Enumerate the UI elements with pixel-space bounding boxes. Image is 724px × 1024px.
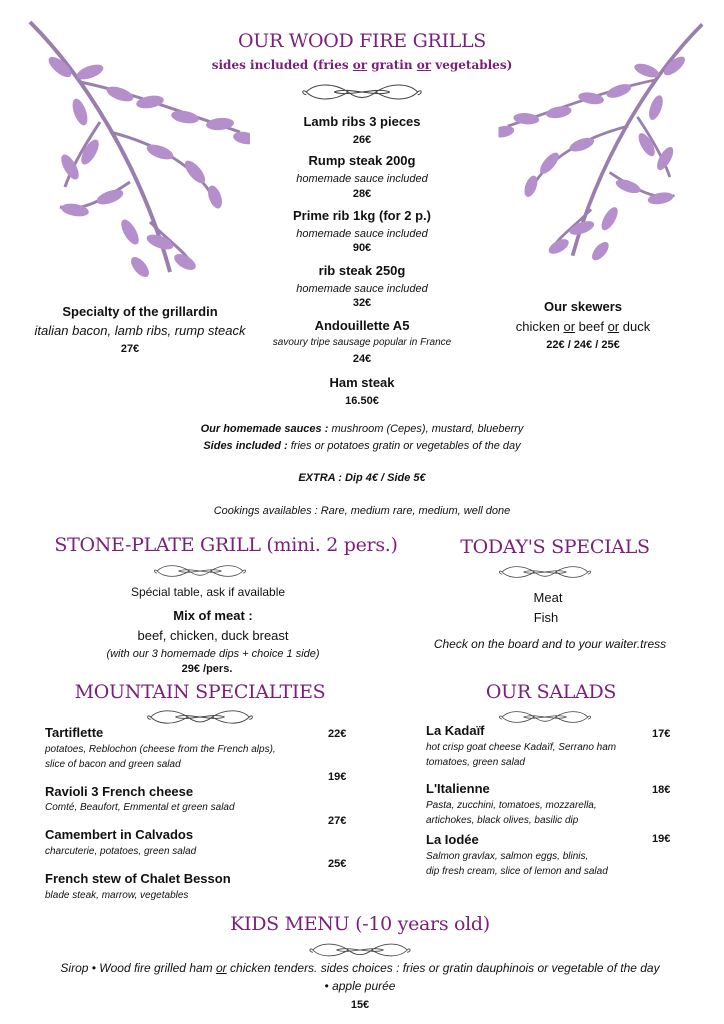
extra-line: EXTRA : Dip 4€ / Side 5€	[298, 472, 426, 484]
salad-item-desc: hot crisp goat cheese Kadaïf, Serrano ham	[426, 742, 617, 753]
stone-note: Spécial table, ask if available	[130, 585, 286, 599]
mountain-item-desc: charcuterie, potatoes, green salad	[45, 846, 197, 857]
cookings-line: Cookings availables : Rare, medium rare, medium, well done	[213, 505, 511, 517]
specialty-price: 27€	[120, 343, 140, 355]
mountain-item-name: Ravioli 3 French cheese	[45, 784, 194, 799]
salad-item-desc: Salmon gravlax, salmon eggs, blinis,	[426, 851, 589, 862]
mountain-item-name: French stew of Chalet Besson	[45, 871, 231, 886]
skewers-desc: chicken or beef or duck	[515, 319, 651, 334]
grill-item-name: Ham steak	[329, 375, 395, 390]
mountain-item-name: Camembert in Calvados	[45, 827, 194, 842]
grill-item-price: 16.50€	[345, 395, 379, 407]
ornament-divider	[150, 562, 250, 580]
grill-item-desc: savoury tripe sausage popular in France	[272, 337, 452, 348]
salad-item-name: La Kadaïf	[426, 723, 485, 738]
specials-title: TODAY'S SPECIALS	[460, 536, 650, 558]
stone-mix: Mix of meat :	[173, 608, 253, 623]
kids-line: Sirop • Wood fire grilled ham or chicken tenders. sides choices : fries or gratin dauphinois or vegetable of the day	[60, 961, 660, 975]
grills-title: OUR WOOD FIRE GRILLS	[237, 30, 487, 52]
sauces-line: Our homemade sauces : mushroom (Cepes), mustard, blueberry	[200, 423, 524, 435]
branch-right-decoration	[490, 15, 720, 265]
mountain-title: MOUNTAIN SPECIALTIES	[74, 681, 326, 703]
ornament-divider	[305, 941, 415, 959]
salad-item-price: 18€	[652, 784, 671, 796]
salad-item-name: La Iodée	[426, 832, 479, 847]
stone-with: (with our 3 homemade dips + choice 1 side)	[106, 648, 320, 660]
specialty-name: Specialty of the grillardin	[62, 304, 218, 319]
specials-note: Check on the board and to your waiter.tress	[433, 637, 667, 651]
mountain-item-price: 22€	[328, 728, 347, 740]
kids-price: 15€	[350, 999, 370, 1011]
kids-title: KIDS MENU (-10 years old)	[230, 913, 490, 935]
specialty-desc: italian bacon, lamb ribs, rump steack	[34, 323, 246, 338]
salad-item-desc: tomatoes, green salad	[426, 757, 525, 768]
stone-title: STONE-PLATE GRILL (mini. 2 pers.)	[54, 534, 398, 556]
grill-item-desc: homemade sauce included	[296, 283, 428, 295]
ornament-divider	[495, 708, 595, 726]
grill-item-price: 24€	[352, 353, 372, 365]
skewers-name: Our skewers	[543, 299, 623, 314]
grill-item-name: Lamb ribs 3 pieces	[303, 114, 421, 129]
kids-line-2: • apple purée	[324, 979, 396, 993]
ornament-divider	[495, 563, 595, 581]
mountain-item-desc: Comté, Beaufort, Emmental et green salad	[45, 802, 235, 813]
ornament-divider	[297, 82, 427, 102]
salad-item-desc: dip fresh cream, slice of lemon and salad	[426, 866, 608, 877]
grill-item-price: 32€	[352, 297, 372, 309]
grill-item-name: Rump steak 200g	[308, 153, 416, 168]
branch-left-decoration	[20, 12, 250, 282]
sides-line: Sides included : fries or potatoes gratin or vegetables of the day	[203, 440, 521, 452]
salad-item-desc: Pasta, zucchini, tomatoes, mozzarella,	[426, 800, 597, 811]
grill-item-name: Prime rib 1kg (for 2 p.)	[293, 208, 431, 223]
special-item: Fish	[533, 610, 559, 625]
skewers-price: 22€ / 24€ / 25€	[546, 339, 620, 351]
grill-item-name: rib steak 250g	[318, 263, 406, 278]
mountain-item-desc: blade steak, marrow, vegetables	[45, 890, 189, 901]
stone-meats: beef, chicken, duck breast	[137, 628, 289, 643]
salad-item-name: L'Italienne	[426, 781, 490, 796]
mountain-item-price: 25€	[328, 858, 347, 870]
grill-item-desc: homemade sauce included	[296, 173, 428, 185]
mountain-item-name: Tartiflette	[45, 725, 104, 740]
stone-price: 29€ /pers.	[181, 663, 233, 675]
grill-item-name: Andouillette A5	[314, 318, 410, 333]
mountain-item-price: 19€	[328, 771, 347, 783]
special-item: Meat	[533, 590, 563, 605]
salad-item-price: 19€	[652, 833, 671, 845]
mountain-item-desc: slice of bacon and green salad	[45, 759, 181, 770]
mountain-item-desc: potatoes, Reblochon (cheese from the French alps),	[45, 744, 276, 755]
grill-item-price: 28€	[352, 188, 372, 200]
salad-item-price: 17€	[652, 728, 671, 740]
mountain-item-price: 27€	[328, 815, 347, 827]
grills-subtitle: sides included (fries or gratin or vegetables)	[211, 58, 513, 72]
grill-item-price: 90€	[352, 242, 372, 254]
salads-title: OUR SALADS	[485, 681, 617, 703]
ornament-divider	[143, 708, 258, 726]
grill-item-desc: homemade sauce included	[296, 228, 428, 240]
salad-item-desc: artichokes, black olives, basilic dip	[426, 815, 579, 826]
grill-item-price: 26€	[352, 134, 372, 146]
